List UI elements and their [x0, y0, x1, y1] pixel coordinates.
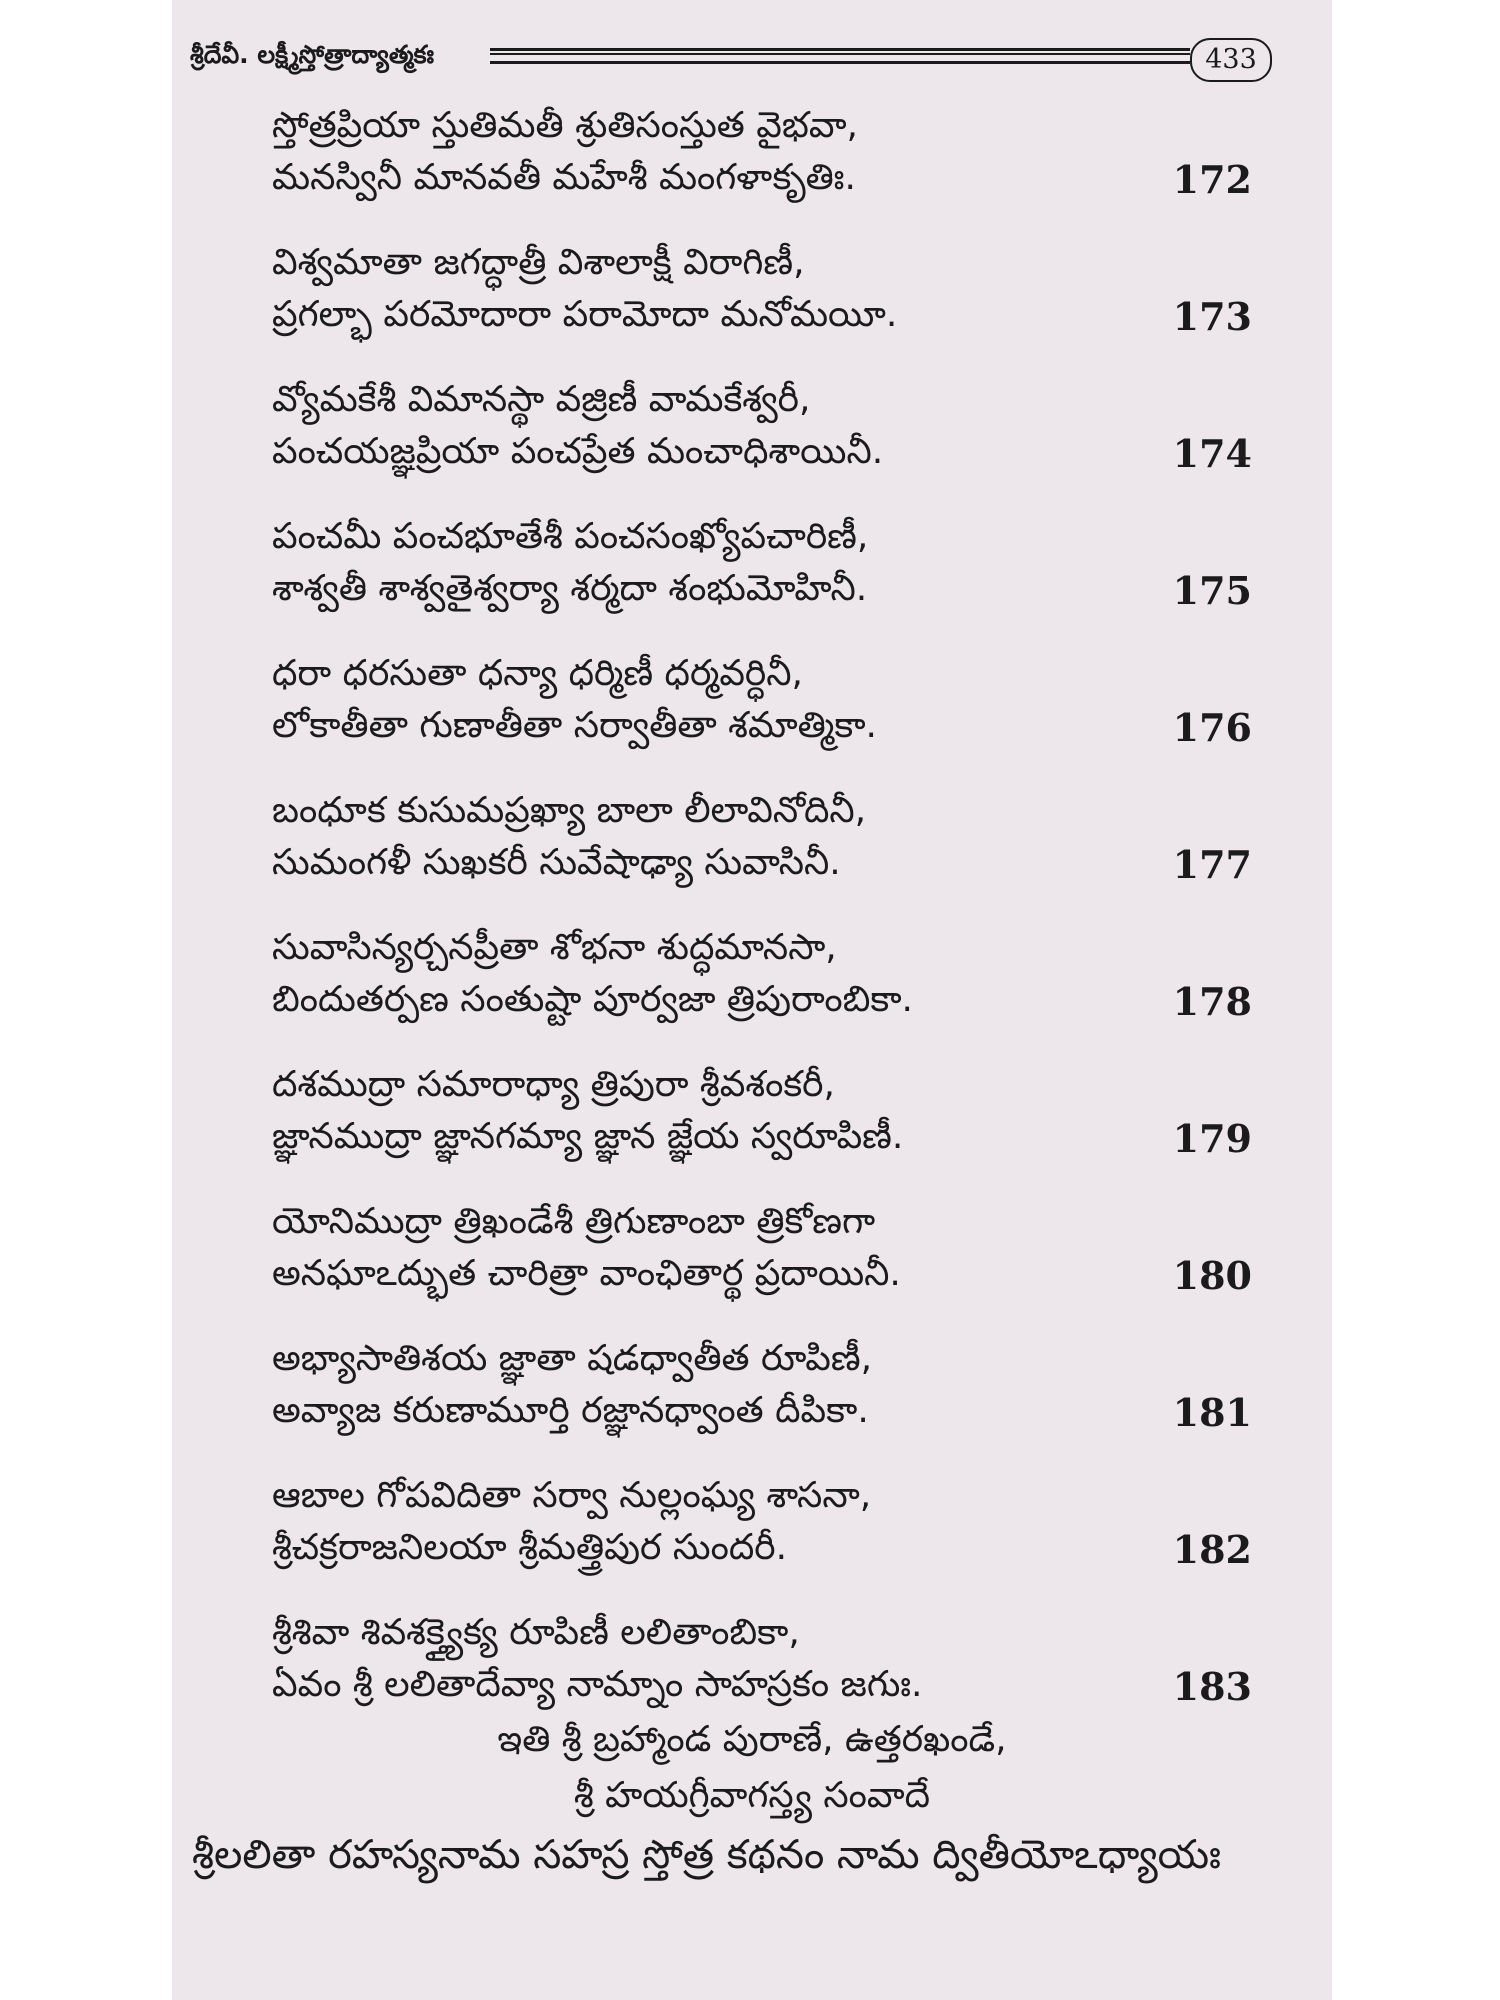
- verse-line: ప్రగల్భా పరమోదారా పరామోదా మనోమయీ.: [272, 294, 898, 335]
- verse-line: శ్రీచక్రరాజనిలయా శ్రీమత్త్రిపుర సుందరీ.: [272, 1527, 788, 1568]
- verse-182: [272, 1470, 1292, 1607]
- verse-line: బిందుతర్పణ సంతుష్టా పూర్వజా త్రిపురాంబికా.: [272, 979, 913, 1020]
- verse-line: జ్ఞానముద్రా జ్ఞానగమ్యా జ్ఞాన జ్ఞేయ స్వరూపిణీ.: [272, 1116, 904, 1157]
- verse-line: యోనిముద్రా త్రిఖండేశీ త్రిగుణాంబా త్రికోణగా: [272, 1201, 876, 1242]
- verse-line: బంధూక కుసుమప్రఖ్యా బాలా లీలావినోదినీ,: [272, 790, 867, 831]
- verse-number: 174: [1172, 431, 1252, 476]
- verse-181: [272, 1333, 1292, 1470]
- verse-number: 177: [1172, 842, 1252, 887]
- verse-line: లోకాతీతా గుణాతీతా సర్వాతీతా శమాత్మికా.: [272, 705, 877, 746]
- verse-line: సుమంగళీ సుఖకరీ సువేషాఢ్యా సువాసినీ.: [272, 842, 841, 883]
- colophon: [172, 1712, 1332, 1824]
- verse-line: ఆబాల గోపవిదితా సర్వా నుల్లంఘ్య శాసనా,: [272, 1475, 872, 1516]
- chapter-closing: శ్రీలలితా రహస్యనామ సహస్ర స్తోత్ర కథనం నామ ద్వితీయోఽధ్యాయః: [192, 1832, 1221, 1878]
- verse-line: అభ్యాసాతిశయ జ్ఞాతా షడధ్వాతీత రూపిణీ,: [272, 1338, 873, 1379]
- verse-number: 183: [1172, 1664, 1252, 1709]
- verse-line: సువాసిన్యర్చనప్రీతా శోభనా శుద్ధమానసా,: [272, 927, 837, 968]
- verse-line: ధరా ధరసుతా ధన్యా ధర్మిణీ ధర్మవర్ధినీ,: [272, 653, 803, 694]
- verse-number: 180: [1172, 1253, 1252, 1298]
- verse-line: దశముద్రా సమారాధ్యా త్రిపురా శ్రీవశంకరీ,: [272, 1064, 835, 1105]
- verse-175: [272, 511, 1292, 648]
- verse-line: అవ్యాజ కరుణామూర్తి రజ్ఞానధ్వాంత దీపికా.: [272, 1390, 869, 1431]
- verse-line: మనస్వినీ మానవతీ మహేశీ మంగళాకృతిః.: [272, 157, 856, 198]
- verse-178: [272, 922, 1292, 1059]
- verse-number: 175: [1172, 568, 1252, 613]
- colophon-line: శ్రీ హయగ్రీవాగస్త్య సంవాదే: [573, 1775, 931, 1816]
- verse-number: 182: [1172, 1527, 1252, 1572]
- verse-172: [272, 100, 1292, 237]
- verse-line: పంచమీ పంచభూతేశీ పంచసంఖ్యోపచారిణీ,: [272, 516, 869, 557]
- verse-line: స్తోత్రప్రియా స్తుతిమతీ శ్రుతిసంస్తుత వైభవా,: [272, 105, 858, 146]
- verse-180: [272, 1196, 1292, 1333]
- verse-number: 173: [1172, 294, 1252, 339]
- verse-number: 179: [1172, 1116, 1252, 1161]
- verse-line: అనఘాఽద్భుత చారిత్రా వాంఛితార్థ ప్రదాయినీ.: [272, 1253, 901, 1294]
- page-number: 433: [1190, 38, 1272, 82]
- verse-number: 181: [1172, 1390, 1252, 1435]
- verse-line: శాశ్వతీ శాశ్వతైశ్వర్యా శర్మదా శంభుమోహినీ.: [272, 568, 868, 609]
- header-rule: [490, 48, 1190, 64]
- verse-list: [272, 100, 1292, 1744]
- verse-174: [272, 374, 1292, 511]
- verse-number: 176: [1172, 705, 1252, 750]
- verse-number: 172: [1172, 157, 1252, 202]
- verse-line: పంచయజ్ఞప్రియా పంచప్రేత మంచాధిశాయినీ.: [272, 431, 884, 472]
- book-page: [172, 0, 1332, 2000]
- verse-line: శ్రీశివా శివశక్త్యైక్య రూపిణీ లలితాంబికా,: [272, 1612, 800, 1653]
- verse-179: [272, 1059, 1292, 1196]
- verse-line: వ్యోమకేశీ విమానస్థా వజ్రిణీ వామకేశ్వరీ,: [272, 379, 811, 420]
- colophon-line: ఇతి శ్రీ బ్రహ్మాండ పురాణే, ఉత్తరఖండే,: [497, 1719, 1007, 1760]
- verse-number: 178: [1172, 979, 1252, 1024]
- verse-176: [272, 648, 1292, 785]
- verse-177: [272, 785, 1292, 922]
- running-head: శ్రీదేవీ. లక్ష్మీస్తోత్రాద్యాత్మకః: [190, 40, 435, 69]
- verse-line: విశ్వమాతా జగద్ధాత్రీ విశాలాక్షీ విరాగిణీ,: [272, 242, 805, 283]
- verse-173: [272, 237, 1292, 374]
- verse-line: ఏవం శ్రీ లలితాదేవ్యా నామ్నాం సాహస్రకం జగుః.: [272, 1664, 923, 1705]
- page-header: [190, 38, 1310, 82]
